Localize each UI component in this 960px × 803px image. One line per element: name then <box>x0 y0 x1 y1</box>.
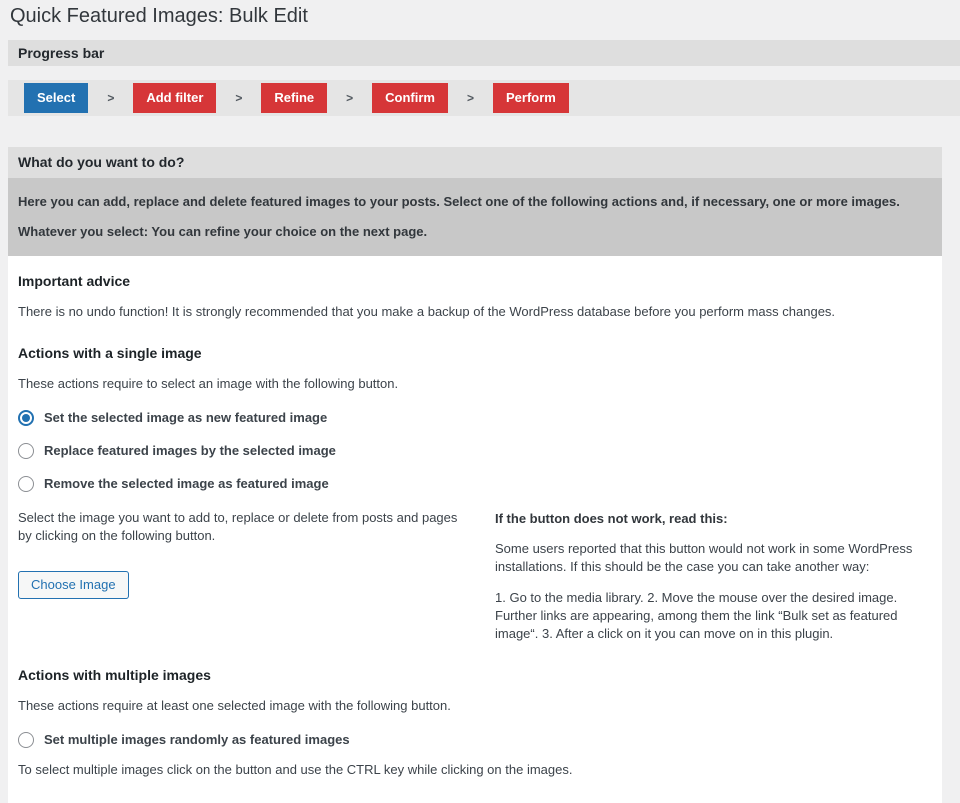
intro-block <box>8 178 942 256</box>
radio-label: Remove the selected image as featured image <box>44 476 329 491</box>
progress-step-select[interactable]: Select <box>24 83 88 113</box>
single-image-description: These actions require to select an image with the following button. <box>18 376 399 391</box>
step-separator-icon: > <box>107 91 115 105</box>
radio-remove-featured-image[interactable] <box>18 476 932 492</box>
progress-step-perform[interactable]: Perform <box>493 83 569 113</box>
radio-label: Set multiple images randomly as featured images <box>44 732 350 747</box>
step-separator-icon: > <box>346 91 354 105</box>
multiple-images-heading: Actions with multiple images <box>18 667 211 683</box>
radio-set-multiple-random[interactable] <box>18 732 932 748</box>
radio-label: Replace featured images by the selected image <box>44 443 336 458</box>
multiple-images-note: To select multiple images click on the button and use the CTRL key while clicking on the images. <box>18 762 573 777</box>
main-panel <box>8 147 942 803</box>
progress-step-refine[interactable]: Refine <box>261 83 327 113</box>
radio-label: Set the selected image as new featured image <box>44 410 328 425</box>
progress-step-confirm[interactable]: Confirm <box>372 83 448 113</box>
step-separator-icon: > <box>235 91 243 105</box>
important-advice-text: There is no undo function! It is strongly recommended that you make a backup of the WordPress database before you perform mass changes. <box>18 304 836 319</box>
choose-image-columns <box>18 496 932 643</box>
radio-icon <box>18 410 34 426</box>
radio-icon <box>18 476 34 492</box>
choose-image-column <box>18 496 463 643</box>
single-image-heading: Actions with a single image <box>18 345 202 361</box>
radio-icon <box>18 443 34 459</box>
multiple-images-description: These actions require at least one selected image with the following button. <box>18 698 451 713</box>
choose-image-button[interactable]: Choose Image <box>18 571 129 599</box>
choose-image-description: Select the image you want to add to, replace or delete from posts and pages by clicking on the following button. <box>18 510 458 543</box>
progress-step-add-filter[interactable]: Add filter <box>133 83 216 113</box>
radio-icon <box>18 732 34 748</box>
progress-steps-strip <box>8 80 960 116</box>
important-advice-heading: Important advice <box>18 273 131 289</box>
button-help-heading: If the button does not work, read this: <box>495 511 728 526</box>
step-separator-icon: > <box>467 91 475 105</box>
button-help-paragraph-1: Some users reported that this button would not work in some WordPress installations. If this should be the case you can take another way: <box>495 541 913 574</box>
panel-body <box>8 256 942 803</box>
button-help-column <box>495 496 932 643</box>
button-help-paragraph-2: 1. Go to the media library. 2. Move the mouse over the desired image. Further links are appearing, among them the link “Bulk set as featured image“. 3. After a click on it you can move on in this plugin. <box>495 590 898 641</box>
page-title: Quick Featured Images: Bulk Edit <box>10 5 308 27</box>
progress-bar-section-header: Progress bar <box>8 40 960 66</box>
panel-header: What do you want to do? <box>8 147 942 178</box>
radio-set-new-featured-image[interactable] <box>18 410 932 426</box>
intro-paragraph-1: Here you can add, replace and delete featured images to your posts. Select one of the following actions and, if necessary, one or more images. <box>18 194 900 209</box>
intro-paragraph-2: Whatever you select: You can refine your choice on the next page. <box>18 224 428 239</box>
radio-replace-featured-images[interactable] <box>18 443 932 459</box>
